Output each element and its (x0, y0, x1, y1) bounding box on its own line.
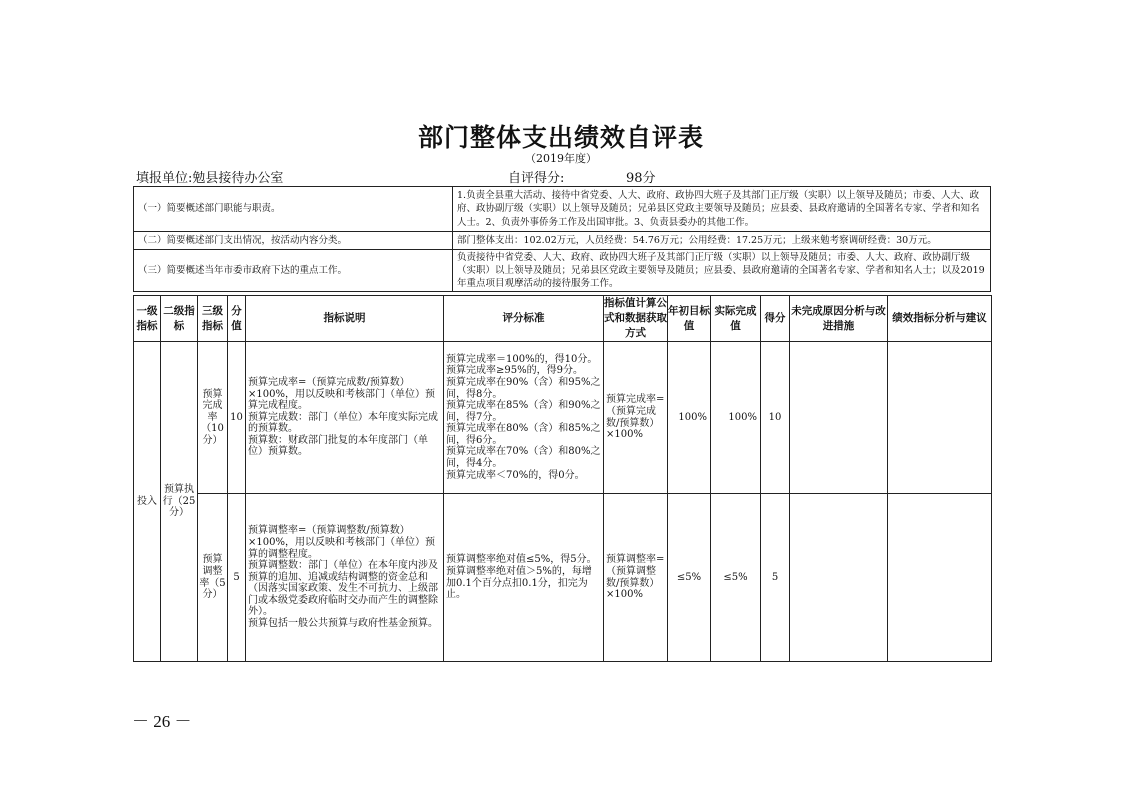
advice-cell (888, 342, 992, 494)
formula-cell: 预算调整率=（预算调整数/预算数）×100% (604, 494, 668, 662)
header-row (134, 296, 992, 342)
intro-answer: 部门整体支出：102.02万元，人员经费：54.76万元；公用经费：17.25万元；上级来勉考察调研经费：30万元。 (453, 232, 991, 250)
actual-cell: ≤5% (711, 494, 761, 662)
evaluation-table (133, 295, 992, 662)
description-cell: 预算完成率=（预算完成数/预算数）×100%，用以反映和考核部门（单位）预算完成程度。 预算完成数：部门（单位）本年度实际完成的预算数。 预算数：财政部门批复的本年度部门（单位）预算数。 (246, 342, 444, 494)
header-level3: 三级指标 (198, 296, 228, 342)
table-row (134, 342, 992, 494)
reporting-unit: 填报单位:勉县接待办公室 (136, 171, 284, 186)
intro-question: （一）简要概述部门职能与职责。 (134, 187, 453, 232)
score-cell: 10 (761, 342, 790, 494)
points-cell: 5 (228, 494, 246, 662)
level3-cell: 预算调整率（5分） (198, 494, 228, 662)
standard-cell: 预算完成率＝100%的，得10分。 预算完成率≥95%的，得9分。 预算完成率在90%（含）和95%之间，得8分。 预算完成率在85%（含）和90%之间，得7分。 预算完成率在80%（含）和85%之间，得6分。 预算完成率在70%（含）和80%之间，得4分。 预算完成率＜70%的，得0分。 (444, 342, 604, 494)
header-level1: 一级指标 (134, 296, 161, 342)
intro-question: （二）简要概述部门支出情况，按活动内容分类。 (134, 232, 453, 250)
level3-cell: 预算完成率（10分） (198, 342, 228, 494)
self-score-value: 98分 (626, 171, 656, 186)
description-cell: 预算调整率=（预算调整数/预算数）×100%，用以反映和考核部门（单位）预算的调整程度。 预算调整数：部门（单位）在本年度内涉及预算的追加、追减或结构调整的资金总和（因落实国家政策、发生不可抗力、上级部门或本级党委政府临时交办而产生的调整除外）。 预算包括一般公共预算与政府性基金预算。 (246, 494, 444, 662)
reason-cell (790, 342, 888, 494)
header-standard: 评分标准 (444, 296, 604, 342)
intro-answer: 负责接待中省党委、人大、政府、政协四大班子及其部门正厅级（实职）以上领导及随员；市委、人大、政府、政协副厅级（实职）以上领导及随员；兄弟县区党政主要领导及随员；应县委、县政府邀请的全国著名专家、学者和知名人士；以及2019年重点项目观摩活动的接待服务工作。 (453, 250, 991, 292)
year-subtitle: （2019年度） (525, 152, 597, 165)
header-description: 指标说明 (246, 296, 444, 342)
page-number: － 26 － (132, 712, 192, 731)
header-advice: 绩效指标分析与建议 (888, 296, 992, 342)
header-reason: 未完成原因分析与改进措施 (790, 296, 888, 342)
advice-cell (888, 494, 992, 662)
level2-cell: 预算执行（25分） (161, 342, 198, 662)
intro-row (134, 232, 991, 250)
header-actual: 实际完成值 (711, 296, 761, 342)
formula-cell: 预算完成率=（预算完成数/预算数）×100% (604, 342, 668, 494)
standard-cell: 预算调整率绝对值≤5%，得5分。 预算调整率绝对值＞5%的，每增加0.1个百分点扣0.1分，扣完为止。 (444, 494, 604, 662)
level1-cell: 投入 (134, 342, 161, 662)
header-score: 得分 (761, 296, 790, 342)
page-title: 部门整体支出绩效自评表 (417, 123, 704, 152)
intro-row (134, 187, 991, 232)
intro-table (133, 186, 991, 292)
score-cell: 5 (761, 494, 790, 662)
header-level2: 二级指标 (161, 296, 198, 342)
points-cell: 10 (228, 342, 246, 494)
table-row (134, 494, 992, 662)
reason-cell (790, 494, 888, 662)
intro-answer: 1.负责全县重大活动、接待中省党委、人大、政府、政协四大班子及其部门正厅级（实职）以上领导及随员；市委、人大、政府、政协副厅级（实职）以上领导及随员；兄弟县区党政主要领导及随员；应县委、县政府邀请的全国著名专家、学者和知名人士。2、负责外事侨务工作及出国审批。3、负责县委办的其他工作。 (453, 187, 991, 232)
target-cell: ≤5% (668, 494, 711, 662)
intro-row (134, 250, 991, 292)
actual-cell: 100% (711, 342, 761, 494)
self-score-label: 自评得分: (508, 171, 565, 186)
intro-question: （三）简要概述当年市委市政府下达的重点工作。 (134, 250, 453, 292)
header-target: 年初目标值 (668, 296, 711, 342)
target-cell: 100% (668, 342, 711, 494)
header-points: 分值 (228, 296, 246, 342)
header-formula: 指标值计算公式和数据获取方式 (604, 296, 668, 342)
